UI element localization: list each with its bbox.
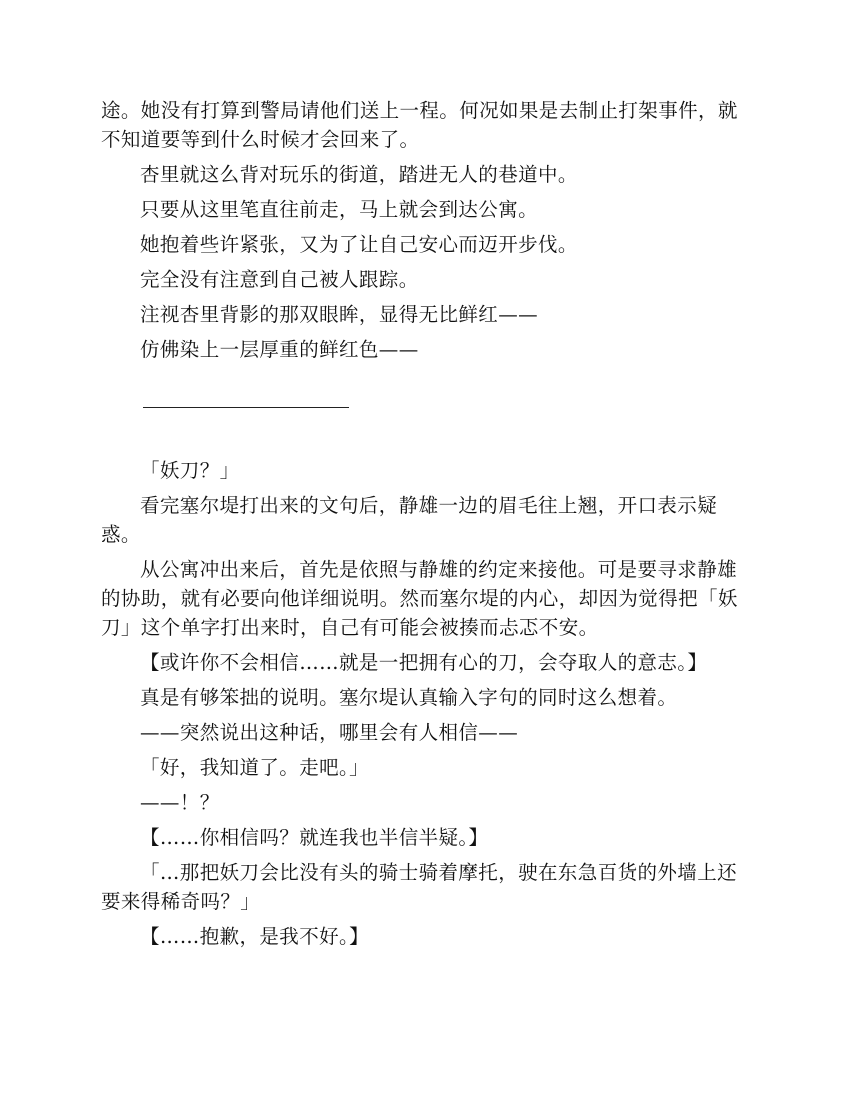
paragraph-7: 仿佛染上一层厚重的鲜红色—— xyxy=(140,338,419,361)
page-body xyxy=(101,96,749,957)
paragraph-4: 她抱着些许紧张，又为了让自己安心而迈开步伐。 xyxy=(140,233,578,256)
paragraph-11: 【或许你不会相信……就是一把拥有心的刀，会夺取人的意志。】 xyxy=(140,651,708,674)
paragraph-5: 完全没有注意到自己被人跟踪。 xyxy=(140,268,419,291)
paragraph-12: 真是有够笨拙的说明。塞尔堤认真输入字句的同时这么想着。 xyxy=(140,686,678,709)
paragraph-10: 从公寓冲出来后，首先是依照与静雄的约定来接他。可是要寻求静雄的协助，就有必要向他详细说明。然而塞尔堤的内心，却因为觉得把「妖刀」这个单字打出来时，自己有可能会被揍而忐忑不安。 xyxy=(101,558,738,639)
paragraph-9: 看完塞尔堤打出来的文句后，静雄一边的眉毛往上翘，开口表示疑惑。 xyxy=(101,494,718,546)
paragraph-14: 「好，我知道了。走吧。」 xyxy=(140,756,370,779)
paragraph-2: 杏里就这么背对玩乐的街道，踏进无人的巷道中。 xyxy=(140,163,578,186)
paragraph-17: 「…那把妖刀会比没有头的骑士骑着摩托，驶在东急百货的外墙上还要来得稀奇吗？」 xyxy=(101,861,738,913)
paragraph-15: ——！？ xyxy=(140,791,220,814)
paragraph-18: 【……抱歉，是我不好。】 xyxy=(140,925,370,948)
paragraph-6: 注视杏里背影的那双眼眸，显得无比鲜红—— xyxy=(140,303,539,326)
paragraph-1: 途。她没有打算到警局请他们送上一程。何况如果是去制止打架事件，就不知道要等到什么时候才会回来了。 xyxy=(101,99,738,151)
section-spacer xyxy=(101,408,749,456)
section-spacer xyxy=(101,370,749,407)
paragraph-16: 【……你相信吗？就连我也半信半疑。】 xyxy=(140,826,489,849)
paragraph-13: ——突然说出这种话，哪里会有人相信—— xyxy=(140,721,519,744)
paragraph-8: 「妖刀？」 xyxy=(140,459,240,482)
paragraph-3: 只要从这里笔直往前走，马上就会到达公寓。 xyxy=(140,198,539,221)
